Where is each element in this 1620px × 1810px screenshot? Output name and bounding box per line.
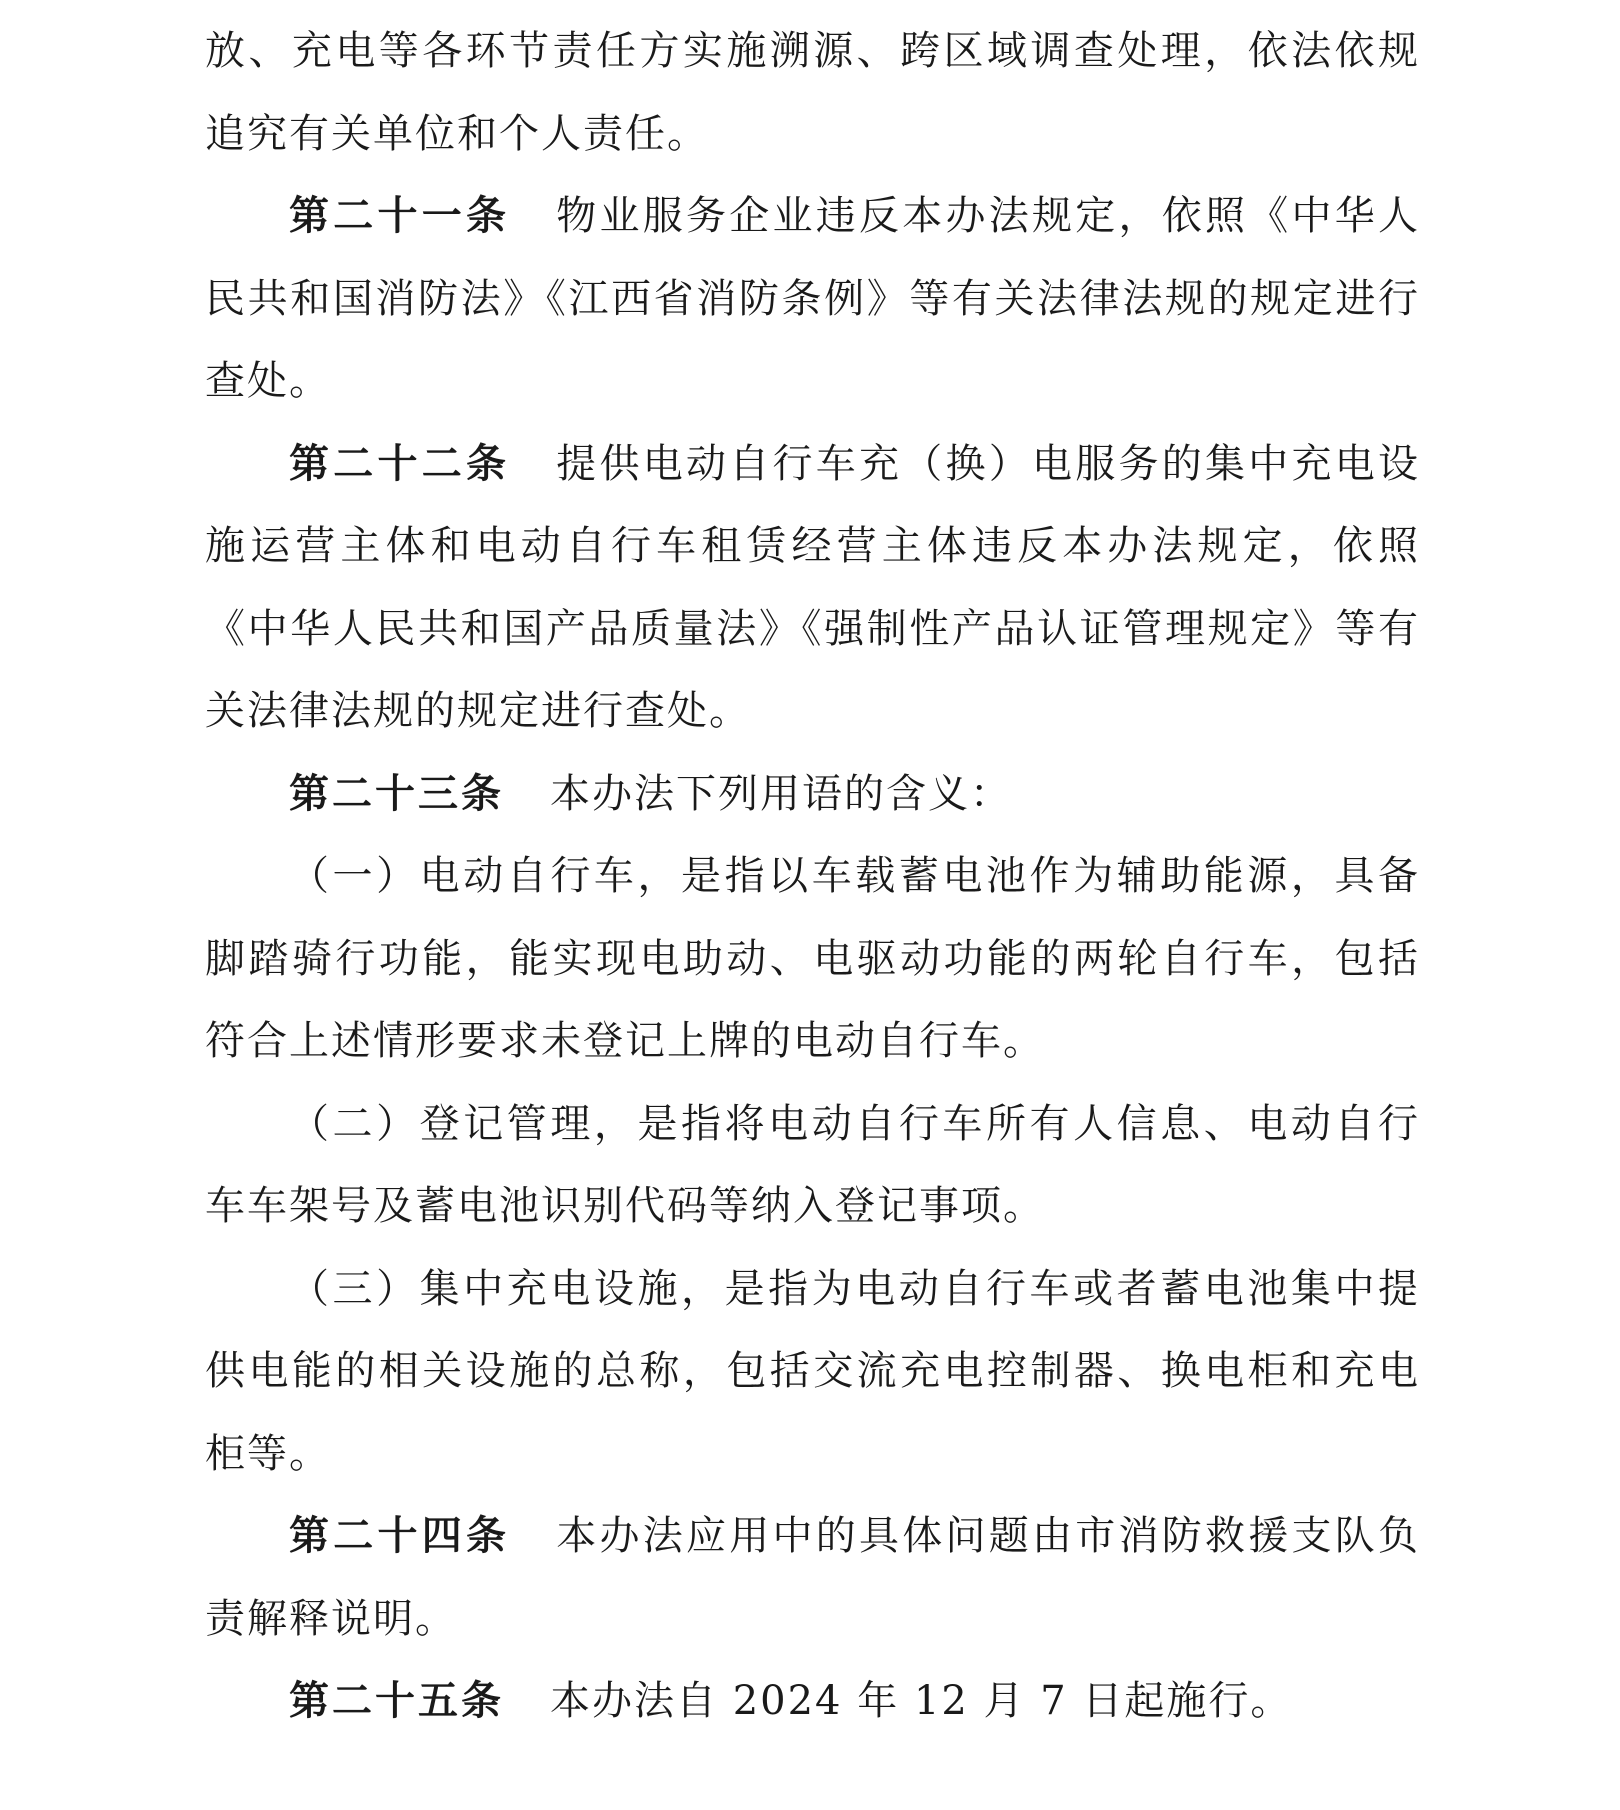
article-number: 第二十二条 xyxy=(289,440,511,487)
article-25 xyxy=(205,1660,1420,1743)
article-number: 第二十五条 xyxy=(289,1678,504,1724)
article-number: 第二十四条 xyxy=(289,1513,511,1559)
definition-item-3 xyxy=(205,1248,1420,1496)
article-24 xyxy=(205,1495,1420,1660)
definition-item-1 xyxy=(205,835,1420,1083)
article-text: 物业服务企业违反本办法规定，依照《中华人民共和国消防法》《江西省消防条例》等有关法律法规的规定进行查处。 xyxy=(205,193,1420,404)
article-text: 本办法下列用语的含义： xyxy=(550,770,1012,817)
definition-item-2 xyxy=(205,1083,1420,1248)
paragraph-text: 放、充电等各环节责任方实施溯源、跨区域调查处理，依法依规追究有关单位和个人责任。 xyxy=(205,28,1420,157)
article-text: 提供电动自行车充（换）电服务的集中充电设施运营主体和电动自行车租赁经营主体违反本办法规定，依照《中华人民共和国产品质量法》《强制性产品认证管理规定》等有关法律法规的规定进行查处。 xyxy=(205,440,1420,734)
article-text: 本办法应用中的具体问题由市消防救援支队负责解释说明。 xyxy=(205,1513,1420,1642)
paragraph-continuation xyxy=(205,10,1420,175)
article-text: 本办法自 2024 年 12 月 7 日起施行。 xyxy=(550,1678,1293,1724)
definition-text: （二）登记管理，是指将电动自行车所有人信息、电动自行车车架号及蓄电池识别代码等纳入登记事项。 xyxy=(205,1100,1420,1229)
article-23 xyxy=(205,753,1420,836)
definition-text: （一）电动自行车，是指以车载蓄电池作为辅助能源，具备脚踏骑行功能，能实现电助动、电驱动功能的两轮自行车，包括符合上述情形要求未登记上牌的电动自行车。 xyxy=(205,853,1420,1064)
definition-text: （三）集中充电设施，是指为电动自行车或者蓄电池集中提供电能的相关设施的总称，包括交流充电控制器、换电柜和充电柜等。 xyxy=(205,1265,1420,1477)
article-number: 第二十三条 xyxy=(289,770,504,817)
article-number: 第二十一条 xyxy=(289,193,511,239)
article-21 xyxy=(205,175,1420,423)
regulation-text xyxy=(205,10,1420,1743)
article-22 xyxy=(205,423,1420,753)
